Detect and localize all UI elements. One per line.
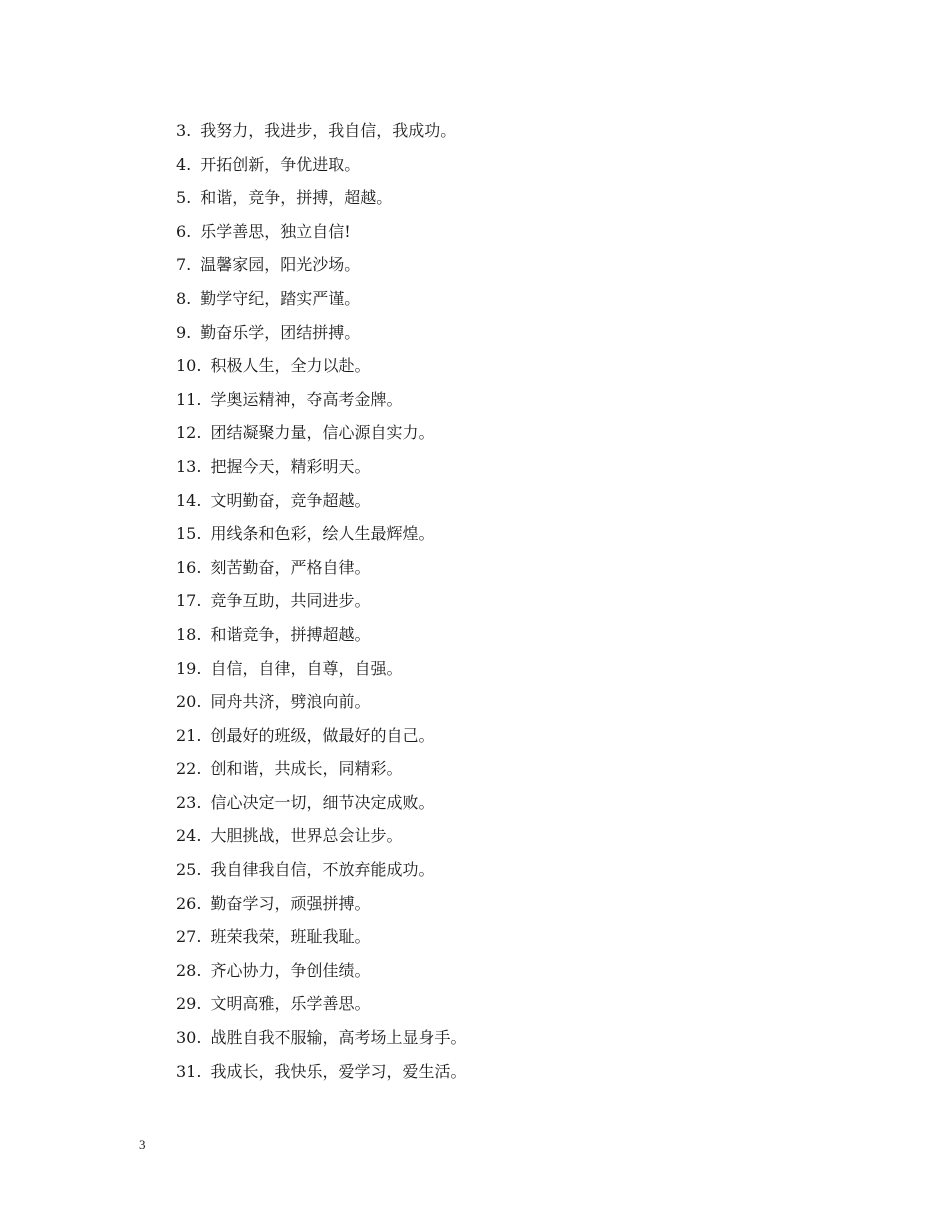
list-item xyxy=(176,622,466,656)
item-text: 和谐竞争，拼搏超越。 xyxy=(210,624,371,644)
item-text: 同舟共济，劈浪向前。 xyxy=(210,692,371,712)
list-item xyxy=(176,723,466,757)
item-number: 23. xyxy=(176,792,202,812)
list-item xyxy=(176,185,466,219)
item-text: 用线条和色彩，绘人生最辉煌。 xyxy=(210,524,435,544)
item-text: 勤奋学习，顽强拼搏。 xyxy=(210,893,371,913)
list-item xyxy=(176,1025,466,1059)
item-number: 3. xyxy=(176,121,192,140)
item-text: 温馨家园，阳光沙场。 xyxy=(200,255,361,275)
item-text: 文明高雅，乐学善思。 xyxy=(210,994,371,1014)
item-number: 19. xyxy=(176,658,202,678)
item-text: 勤学守纪，踏实严谨。 xyxy=(200,288,361,308)
list-item xyxy=(176,353,466,387)
item-number: 15. xyxy=(176,524,202,544)
item-text: 战胜自我不服输，高考场上显身手。 xyxy=(210,1028,467,1048)
list-item xyxy=(176,924,466,958)
item-number: 28. xyxy=(176,960,202,980)
item-number: 25. xyxy=(176,860,202,880)
item-number: 4. xyxy=(176,154,192,174)
item-text: 学奥运精神，夺高考金牌。 xyxy=(210,389,403,409)
item-number: 6. xyxy=(176,221,192,241)
list-item xyxy=(176,555,466,589)
item-text: 我自律我自信，不放弃能成功。 xyxy=(210,860,435,880)
item-number: 14. xyxy=(176,490,202,510)
item-text: 齐心协力，争创佳绩。 xyxy=(210,960,371,980)
item-number: 10. xyxy=(176,356,202,376)
item-number: 30. xyxy=(176,1028,202,1048)
item-text: 刻苦勤奋，严格自律。 xyxy=(210,557,371,577)
list-item xyxy=(176,454,466,488)
item-text: 班荣我荣，班耻我耻。 xyxy=(210,927,371,947)
list-item xyxy=(176,420,466,454)
item-text: 创最好的班级，做最好的自己。 xyxy=(210,725,435,745)
list-item xyxy=(176,656,466,690)
item-number: 7. xyxy=(176,255,192,275)
list-item xyxy=(176,488,466,522)
item-number: 9. xyxy=(176,322,192,342)
list-item xyxy=(176,252,466,286)
item-text: 把握今天，精彩明天。 xyxy=(210,456,371,476)
item-number: 13. xyxy=(176,456,202,476)
item-text: 乐学善思，独立自信! xyxy=(200,221,351,241)
item-text: 勤奋乐学，团结拼搏。 xyxy=(200,322,361,342)
slogan-list xyxy=(176,118,466,1092)
item-text: 自信，自律，自尊，自强。 xyxy=(210,658,403,678)
list-item xyxy=(176,756,466,790)
item-number: 18. xyxy=(176,624,202,644)
list-item xyxy=(176,320,466,354)
item-number: 17. xyxy=(176,591,202,611)
list-item xyxy=(176,118,466,152)
list-item xyxy=(176,958,466,992)
list-item xyxy=(176,588,466,622)
item-number: 8. xyxy=(176,288,192,308)
item-text: 创和谐，共成长，同精彩。 xyxy=(210,759,403,779)
list-item xyxy=(176,219,466,253)
item-text: 信心决定一切，细节决定成败。 xyxy=(210,792,435,812)
item-number: 5. xyxy=(176,188,192,208)
item-text: 和谐，竞争，拼搏，超越。 xyxy=(200,188,393,208)
item-text: 开拓创新，争优进取。 xyxy=(200,154,361,174)
list-item xyxy=(176,286,466,320)
item-number: 20. xyxy=(176,692,202,712)
item-text: 我努力，我进步，我自信，我成功。 xyxy=(200,121,457,140)
list-item xyxy=(176,823,466,857)
item-text: 积极人生，全力以赴。 xyxy=(210,356,371,376)
item-number: 29. xyxy=(176,994,202,1014)
list-item xyxy=(176,1059,466,1093)
item-number: 11. xyxy=(176,389,202,409)
item-number: 12. xyxy=(176,423,202,443)
item-number: 21. xyxy=(176,725,202,745)
item-text: 团结凝聚力量，信心源自实力。 xyxy=(210,423,435,443)
item-text: 竞争互助，共同进步。 xyxy=(210,591,371,611)
list-item xyxy=(176,689,466,723)
item-number: 31. xyxy=(176,1061,202,1081)
list-item xyxy=(176,387,466,421)
item-number: 16. xyxy=(176,557,202,577)
item-number: 22. xyxy=(176,759,202,779)
item-text: 大胆挑战，世界总会让步。 xyxy=(210,826,403,846)
item-text: 我成长，我快乐，爱学习，爱生活。 xyxy=(210,1061,467,1081)
list-item xyxy=(176,790,466,824)
item-text: 文明勤奋，竞争超越。 xyxy=(210,490,371,510)
item-number: 24. xyxy=(176,826,202,846)
page-number: 3 xyxy=(139,1137,146,1152)
item-number: 26. xyxy=(176,893,202,913)
list-item xyxy=(176,521,466,555)
item-number: 27. xyxy=(176,927,202,947)
list-item xyxy=(176,857,466,891)
list-item xyxy=(176,891,466,925)
list-item xyxy=(176,152,466,186)
list-item xyxy=(176,991,466,1025)
